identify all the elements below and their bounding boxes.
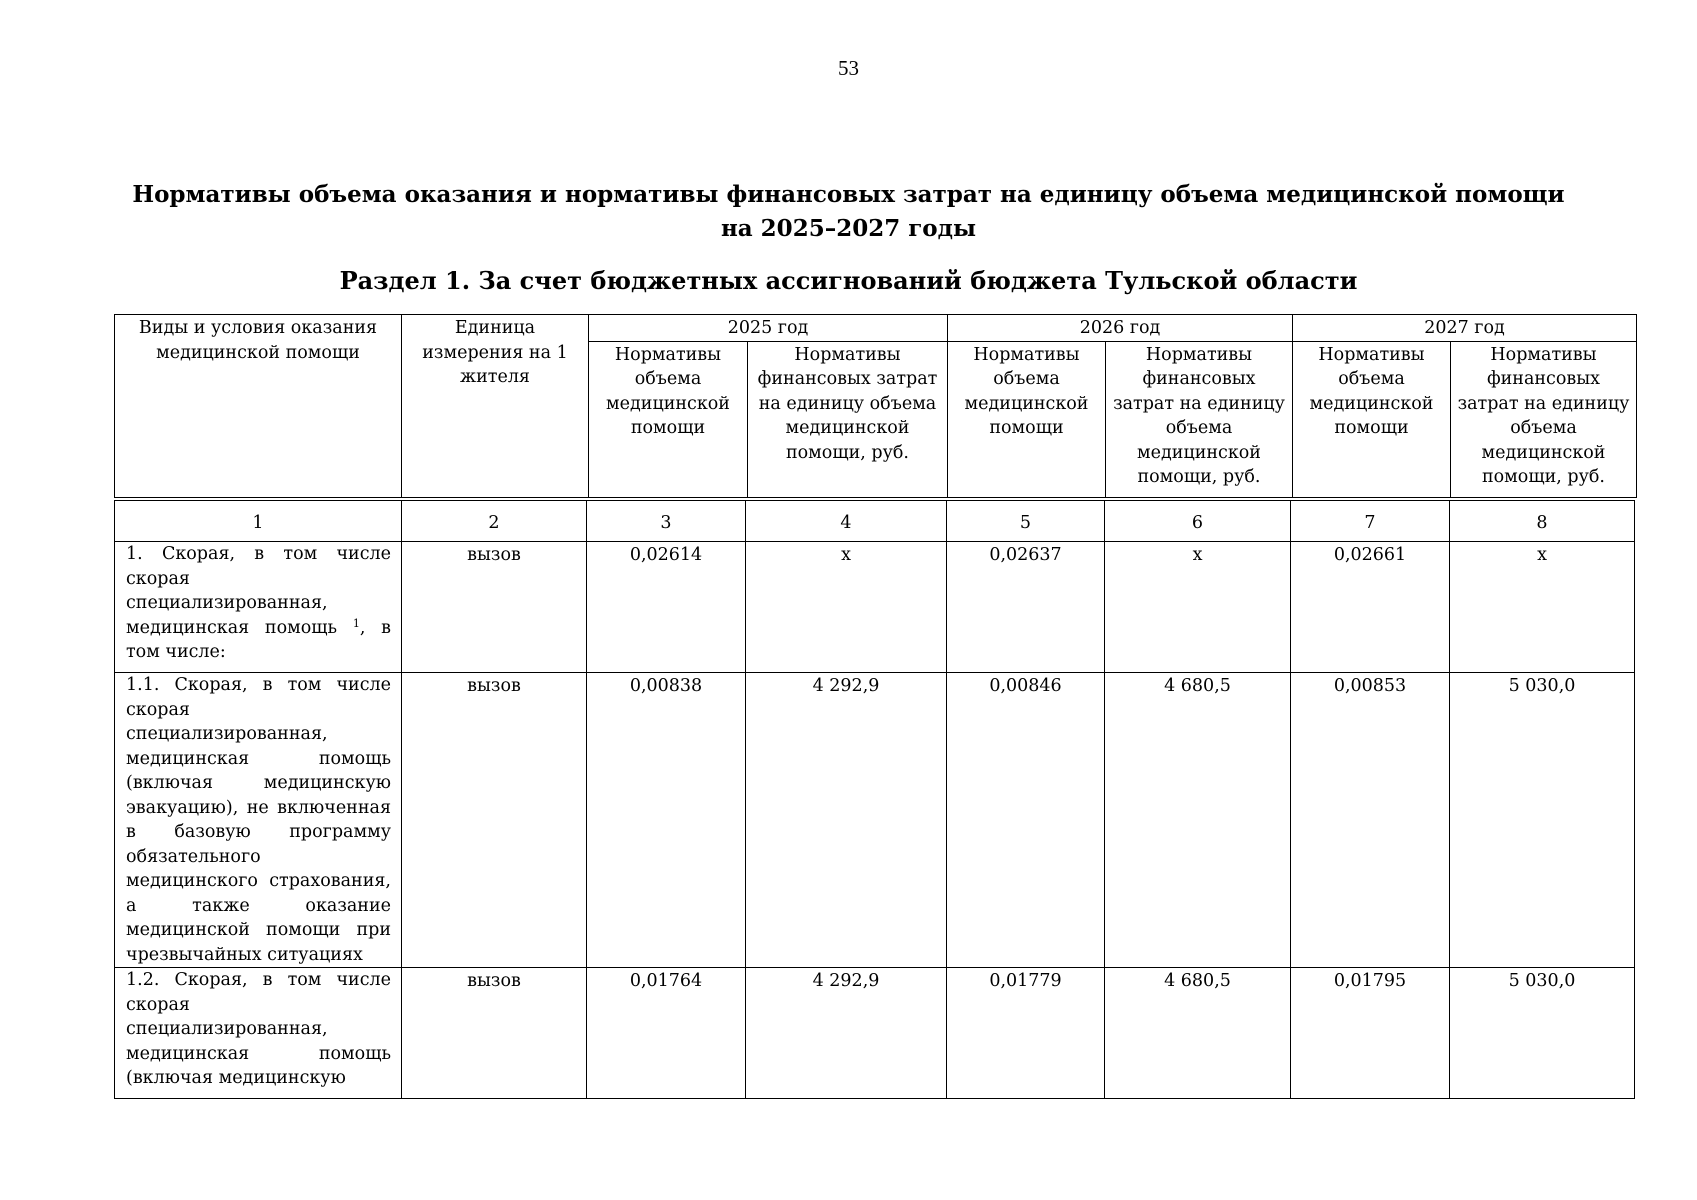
row-description-text: 1. Скорая, в том числе скорая специализированная, медицинская помощь <box>126 544 391 638</box>
header-type-of-care: Виды и условия оказания медицинской помощи <box>115 315 402 498</box>
table-row <box>115 542 1635 673</box>
header-unit: Единица измерения на 1 жителя <box>402 315 589 498</box>
header-cost-2025: Нормативы финансовых затрат на единицу объема медицинской помощи, руб. <box>748 341 948 498</box>
footnote-marker: 1 <box>352 616 360 630</box>
volume-2027: 0,01795 <box>1291 968 1450 1099</box>
cost-2026: 4 680,5 <box>1105 673 1291 968</box>
data-table <box>114 500 1635 1099</box>
volume-2025: 0,02614 <box>587 542 746 673</box>
cost-2025: 4 292,9 <box>746 673 947 968</box>
row-description: 1.1. Скорая, в том числе скорая специализированная, медицинская помощь (включая медицинскую эвакуацию), не включенная в базовую программу обязательного медицинского страхования, а также оказание медицинской помощи при чрезвычайных ситуациях <box>115 673 402 968</box>
row-description <box>115 542 402 673</box>
table-row <box>115 968 1635 1099</box>
column-number: 1 <box>115 501 402 542</box>
header-volume-2025: Нормативы объема медицинской помощи <box>589 341 748 498</box>
volume-2025: 0,01764 <box>587 968 746 1099</box>
column-number: 5 <box>947 501 1105 542</box>
title-line-1: Нормативы объема оказания и нормативы финансовых затрат на единицу объема медицинской помощи <box>132 181 1565 208</box>
table-header <box>114 314 1637 498</box>
column-number: 6 <box>1105 501 1291 542</box>
cost-2026: х <box>1105 542 1291 673</box>
row-unit: вызов <box>402 968 587 1099</box>
volume-2026: 0,00846 <box>947 673 1105 968</box>
volume-2026: 0,01779 <box>947 968 1105 1099</box>
header-cost-2027: Нормативы финансовых затрат на единицу объема медицинской помощи, руб. <box>1451 341 1637 498</box>
column-number: 2 <box>402 501 587 542</box>
header-year-2025: 2025 год <box>589 315 948 342</box>
document-title <box>0 178 1697 246</box>
cost-2025: х <box>746 542 947 673</box>
header-cost-2026: Нормативы финансовых затрат на единицу объема медицинской помощи, руб. <box>1106 341 1293 498</box>
volume-2025: 0,00838 <box>587 673 746 968</box>
header-year-2026: 2026 год <box>948 315 1293 342</box>
row-unit: вызов <box>402 673 587 968</box>
volume-2027: 0,02661 <box>1291 542 1450 673</box>
cost-2027: 5 030,0 <box>1450 968 1635 1099</box>
volume-2027: 0,00853 <box>1291 673 1450 968</box>
title-line-2: на 2025–2027 годы <box>720 215 977 242</box>
column-numbers-row <box>115 501 1635 542</box>
column-number: 7 <box>1291 501 1450 542</box>
column-number: 8 <box>1450 501 1635 542</box>
section-title: Раздел 1. За счет бюджетных ассигнований бюджета Тульской области <box>339 266 1358 295</box>
page-number: 53 <box>838 56 859 80</box>
header-volume-2027: Нормативы объема медицинской помощи <box>1293 341 1451 498</box>
cost-2027: х <box>1450 542 1635 673</box>
cost-2025: 4 292,9 <box>746 968 947 1099</box>
cost-2026: 4 680,5 <box>1105 968 1291 1099</box>
row-unit: вызов <box>402 542 587 673</box>
header-volume-2026: Нормативы объема медицинской помощи <box>948 341 1106 498</box>
row-description: 1.2. Скорая, в том числе скорая специализированная, медицинская помощь (включая медицинскую <box>115 968 402 1099</box>
cost-2027: 5 030,0 <box>1450 673 1635 968</box>
volume-2026: 0,02637 <box>947 542 1105 673</box>
table-row <box>115 673 1635 968</box>
row-description-tail: , в том числе: <box>126 617 391 662</box>
header-year-2027: 2027 год <box>1293 315 1637 342</box>
column-number: 3 <box>587 501 746 542</box>
column-number: 4 <box>746 501 947 542</box>
